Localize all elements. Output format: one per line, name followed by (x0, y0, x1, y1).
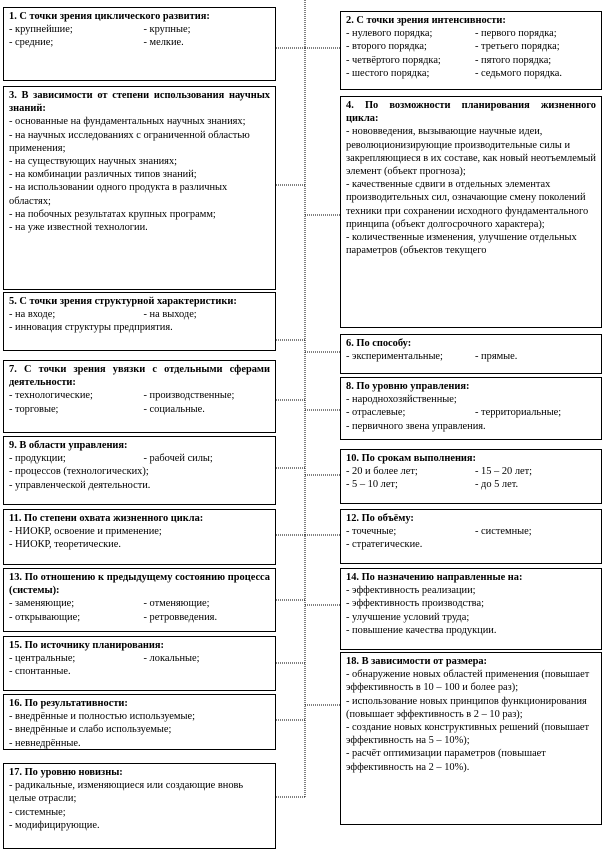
category-title: 13. По отношению к предыдущему состоянию процесса (системы): (9, 572, 270, 597)
category-box-b3 (3, 86, 276, 290)
category-item-row (346, 406, 596, 419)
category-box-b7 (3, 360, 276, 433)
category-title: 17. По уровню новизны: (9, 767, 123, 778)
category-box-b13 (3, 568, 276, 632)
category-item: - рабочей силы; (143, 453, 213, 465)
category-box-b10 (340, 449, 602, 504)
category-item: - четвёртого порядка; (346, 54, 441, 66)
category-item: - нулевого порядка; (346, 28, 433, 40)
category-item-row (346, 27, 596, 40)
category-item: - на комбинации различных типов знаний; (9, 169, 197, 181)
category-box-b17 (3, 763, 276, 849)
category-item: - первого порядка; (475, 28, 557, 40)
category-box-b4 (340, 96, 602, 328)
category-item-row (346, 350, 596, 363)
category-item: - нововведения, вызывающие научные идеи, революционизирующие производительные силы и закрепляющиеся в их составе, как новый неотъемлемый элемент (объект прогноза); (346, 126, 596, 178)
category-item-row (346, 478, 596, 491)
category-item: - ретровведения. (143, 611, 218, 623)
category-item: - внедрённые и слабо используемые; (9, 724, 172, 736)
category-box-b18 (340, 652, 602, 825)
category-title: 8. По уровню управления: (346, 381, 470, 392)
category-item-row (9, 403, 270, 416)
category-item: - прямые. (475, 351, 518, 363)
category-box-b2 (340, 11, 602, 90)
category-item: - первичного звена управления. (346, 420, 486, 432)
category-title: 6. По способу: (346, 338, 412, 349)
category-item: - технологические; (9, 390, 93, 402)
category-item: - производственные; (143, 390, 235, 402)
category-item-row (9, 452, 270, 465)
category-box-b1 (3, 7, 276, 81)
category-item: - второго порядка; (346, 41, 427, 53)
category-box-b6 (340, 334, 602, 374)
category-item: - 15 – 20 лет; (475, 466, 533, 478)
category-item: - на выходе; (143, 309, 197, 321)
category-item: - отраслевые; (346, 407, 406, 419)
category-item-row (9, 389, 270, 402)
category-item-row (346, 54, 596, 67)
category-title: 9. В области управления: (9, 440, 128, 451)
category-item: - экспериментальные; (346, 351, 443, 363)
category-title: 16. По результативности: (9, 698, 128, 709)
category-title: 14. По назначению направленные на: (346, 572, 523, 583)
category-item: - пятого порядка; (475, 54, 552, 66)
category-title: 15. По источнику планирования: (9, 640, 164, 651)
category-item: - 5 – 10 лет; (346, 479, 398, 491)
category-item: - спонтанные. (9, 666, 71, 678)
category-title: 4. По возможности планирования жизненного цикла: (346, 100, 596, 125)
category-item-row (346, 525, 596, 538)
category-item: - НИОКР, теоретические. (9, 539, 121, 551)
category-item: - торговые; (9, 403, 59, 415)
category-box-b15 (3, 636, 276, 691)
category-box-b12 (340, 509, 602, 564)
category-item-row (346, 465, 596, 478)
category-item: - отменяющие; (143, 598, 210, 610)
category-item: - заменяющие; (9, 598, 75, 610)
category-item: - невнедрённые. (9, 737, 81, 749)
category-item-row (9, 308, 270, 321)
category-title: 5. С точки зрения структурной характеристики: (9, 296, 237, 307)
category-box-b16 (3, 694, 276, 750)
category-title: 2. С точки зрения интенсивности: (346, 15, 506, 26)
category-item: - открывающие; (9, 611, 81, 623)
category-box-b5 (3, 292, 276, 351)
category-title: 10. По срокам выполнения: (346, 453, 476, 464)
category-item: - народнохозяйственные; (346, 394, 457, 406)
category-item: - управленческой деятельности. (9, 479, 151, 491)
category-title: 18. В зависимости от размера: (346, 656, 488, 667)
category-item: - инновация структуры предприятия. (9, 322, 173, 334)
category-item: - на побочных результатах крупных программ; (9, 208, 216, 220)
category-item: - социальные. (143, 403, 205, 415)
category-title: 12. По объёму: (346, 513, 414, 524)
category-item: - внедрённые и полностью используемые; (9, 711, 195, 723)
category-item: - на уже известной технологии. (9, 222, 148, 234)
category-item: - территориальные; (475, 407, 562, 419)
category-item: - шестого порядка; (346, 67, 430, 79)
category-item: - стратегические. (346, 539, 423, 551)
category-item: - создание новых конструктивных решений (повышает эффективность на 5 – 10%); (346, 722, 590, 747)
category-item: - улучшение условий труда; (346, 611, 470, 623)
category-title: 7. С точки зрения увязки с отдельными сферами деятельности: (9, 364, 270, 389)
category-title: 11. По степени охвата жизненного цикла: (9, 513, 204, 524)
category-item: - модифицирующие. (9, 819, 100, 831)
category-item: - НИОКР, освоение и применение; (9, 526, 162, 538)
category-title: 3. В зависимости от степени использования научных знаний: (9, 90, 270, 115)
category-item: - на существующих научных знаниях; (9, 156, 178, 168)
category-item-row (9, 652, 270, 665)
category-item: - локальные; (143, 653, 200, 665)
category-item: - основанные на фундаментальных научных знаниях; (9, 116, 246, 128)
category-item-row (9, 597, 270, 610)
category-item: - на использовании одного продукта в различных областях; (9, 182, 228, 207)
category-item: - эффективность производства; (346, 598, 484, 610)
category-item-row (9, 611, 270, 624)
category-item: - использование новых принципов функционирования (повышает эффективность в 2 – 10 раз); (346, 695, 587, 720)
category-item: - крупные; (143, 24, 191, 36)
category-item: - на научных исследованиях с ограниченной областью применения; (9, 129, 250, 154)
category-box-b11 (3, 509, 276, 565)
category-item: - повышение качества продукции. (346, 624, 497, 636)
category-item: - третьего порядка; (475, 41, 560, 53)
category-item: - центральные; (9, 653, 76, 665)
category-title: 1. С точки зрения циклического развития: (9, 11, 210, 22)
category-item: - крупнейшие; (9, 24, 73, 36)
category-box-b8 (340, 377, 602, 440)
category-item: - количественные изменения, улучшение отдельных параметров (объектов текущего (346, 232, 577, 257)
category-item-row (9, 23, 270, 36)
category-item: - системные; (9, 806, 66, 818)
category-item: - до 5 лет. (475, 479, 519, 491)
category-item: - мелкие. (143, 37, 184, 49)
category-item: - точечные; (346, 526, 397, 538)
category-item: - качественные сдвиги в отдельных элементах производительных сил, означающие смену поколений техники при сохранении исходного фундаментального принципа (объект долгосрочного характера); (346, 179, 589, 230)
category-item: - седьмого порядка. (475, 67, 562, 79)
category-item: - обнаружение новых областей применения (повышает эффективность в 10 – 100 и более раз); (346, 669, 590, 694)
category-item: - эффективность реализации; (346, 585, 476, 597)
category-box-b9 (3, 436, 276, 505)
category-box-b14 (340, 568, 602, 650)
category-item: - на входе; (9, 309, 56, 321)
category-item: - продукции; (9, 453, 66, 465)
category-item: - средние; (9, 37, 54, 49)
category-item-row (346, 40, 596, 53)
category-item-row (346, 67, 596, 80)
category-item: - расчёт оптимизации параметров (повышает эффективность на 2 – 10%). (346, 748, 546, 773)
category-item: - системные; (475, 526, 532, 538)
category-item-row (9, 36, 270, 49)
category-item: - радикальные, изменяющиеся или создающие вновь целые отрасли; (9, 780, 244, 805)
category-item: - процессов (технологических); (9, 466, 149, 478)
category-item: - 20 и более лет; (346, 466, 418, 478)
